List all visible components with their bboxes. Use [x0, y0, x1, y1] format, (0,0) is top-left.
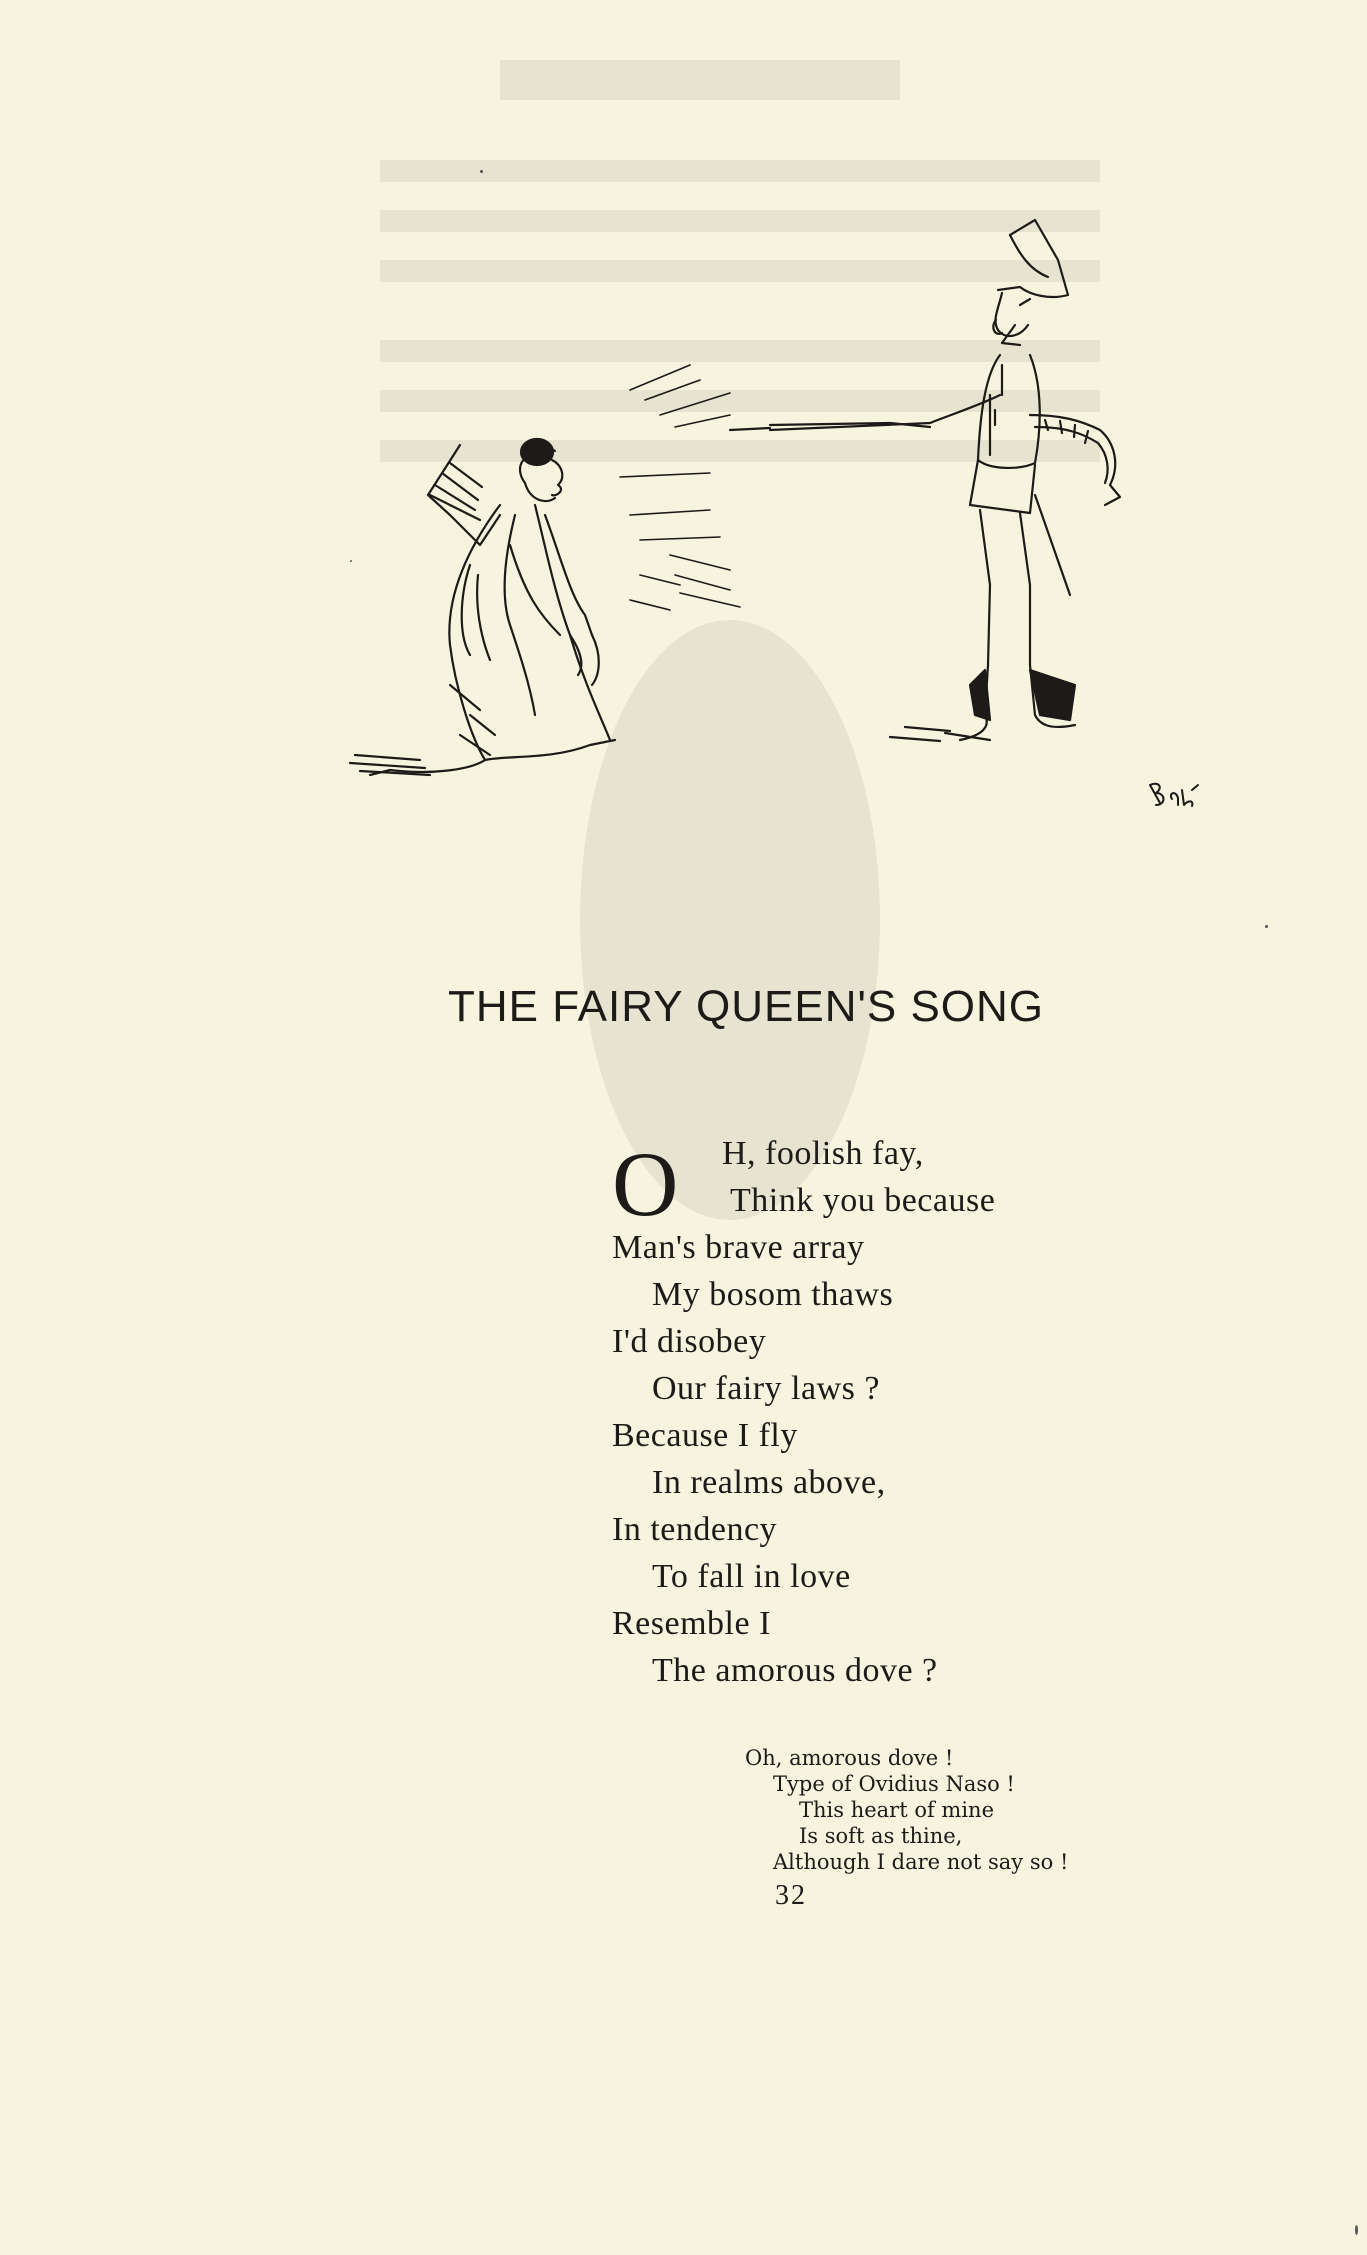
poem-line: To fall in love — [652, 1558, 851, 1595]
page-number: 32 — [775, 1880, 807, 1911]
paper-speck — [480, 170, 483, 173]
footnote-line: Oh, amorous dove ! — [745, 1746, 954, 1770]
footnote-line: This heart of mine — [799, 1798, 994, 1822]
motion-lines-icon — [620, 365, 740, 610]
fairy-and-soldier-illustration-icon — [330, 215, 1260, 845]
poem-line: Man's brave array — [612, 1229, 865, 1266]
footnote-line: Type of Ovidius Naso ! — [773, 1772, 1015, 1796]
poem-line-text: H, foolish fay, — [722, 1135, 924, 1172]
poem-line: Our fairy laws ? — [652, 1370, 880, 1407]
footnote-line: Is soft as thine, — [799, 1824, 963, 1848]
fairy-figure-icon — [350, 439, 615, 775]
paper-speck — [350, 560, 352, 562]
poem-line: In tendency — [612, 1511, 778, 1548]
signature-bab-icon — [1150, 784, 1198, 806]
paper-speck — [1355, 2225, 1358, 2235]
poem-line: Think you because — [730, 1182, 996, 1219]
poem-line: Resemble I — [612, 1605, 771, 1642]
footnote-line: Although I dare not say so ! — [773, 1850, 1069, 1874]
paper-speck — [1265, 925, 1268, 928]
drop-cap: O — [612, 1133, 679, 1235]
poem-line: I'd disobey — [612, 1323, 767, 1360]
soldier-figure-icon — [730, 220, 1120, 741]
poem-title: THE FAIRY QUEEN'S SONG — [448, 982, 1045, 1031]
poem-line: In realms above, — [652, 1464, 886, 1501]
poem-body — [612, 1130, 1132, 1694]
poem-line: The amorous dove ? — [652, 1652, 938, 1689]
poem-line: Because I fly — [612, 1417, 798, 1454]
footnote-stanza — [745, 1745, 1165, 1875]
poem-line: My bosom thaws — [652, 1276, 894, 1313]
